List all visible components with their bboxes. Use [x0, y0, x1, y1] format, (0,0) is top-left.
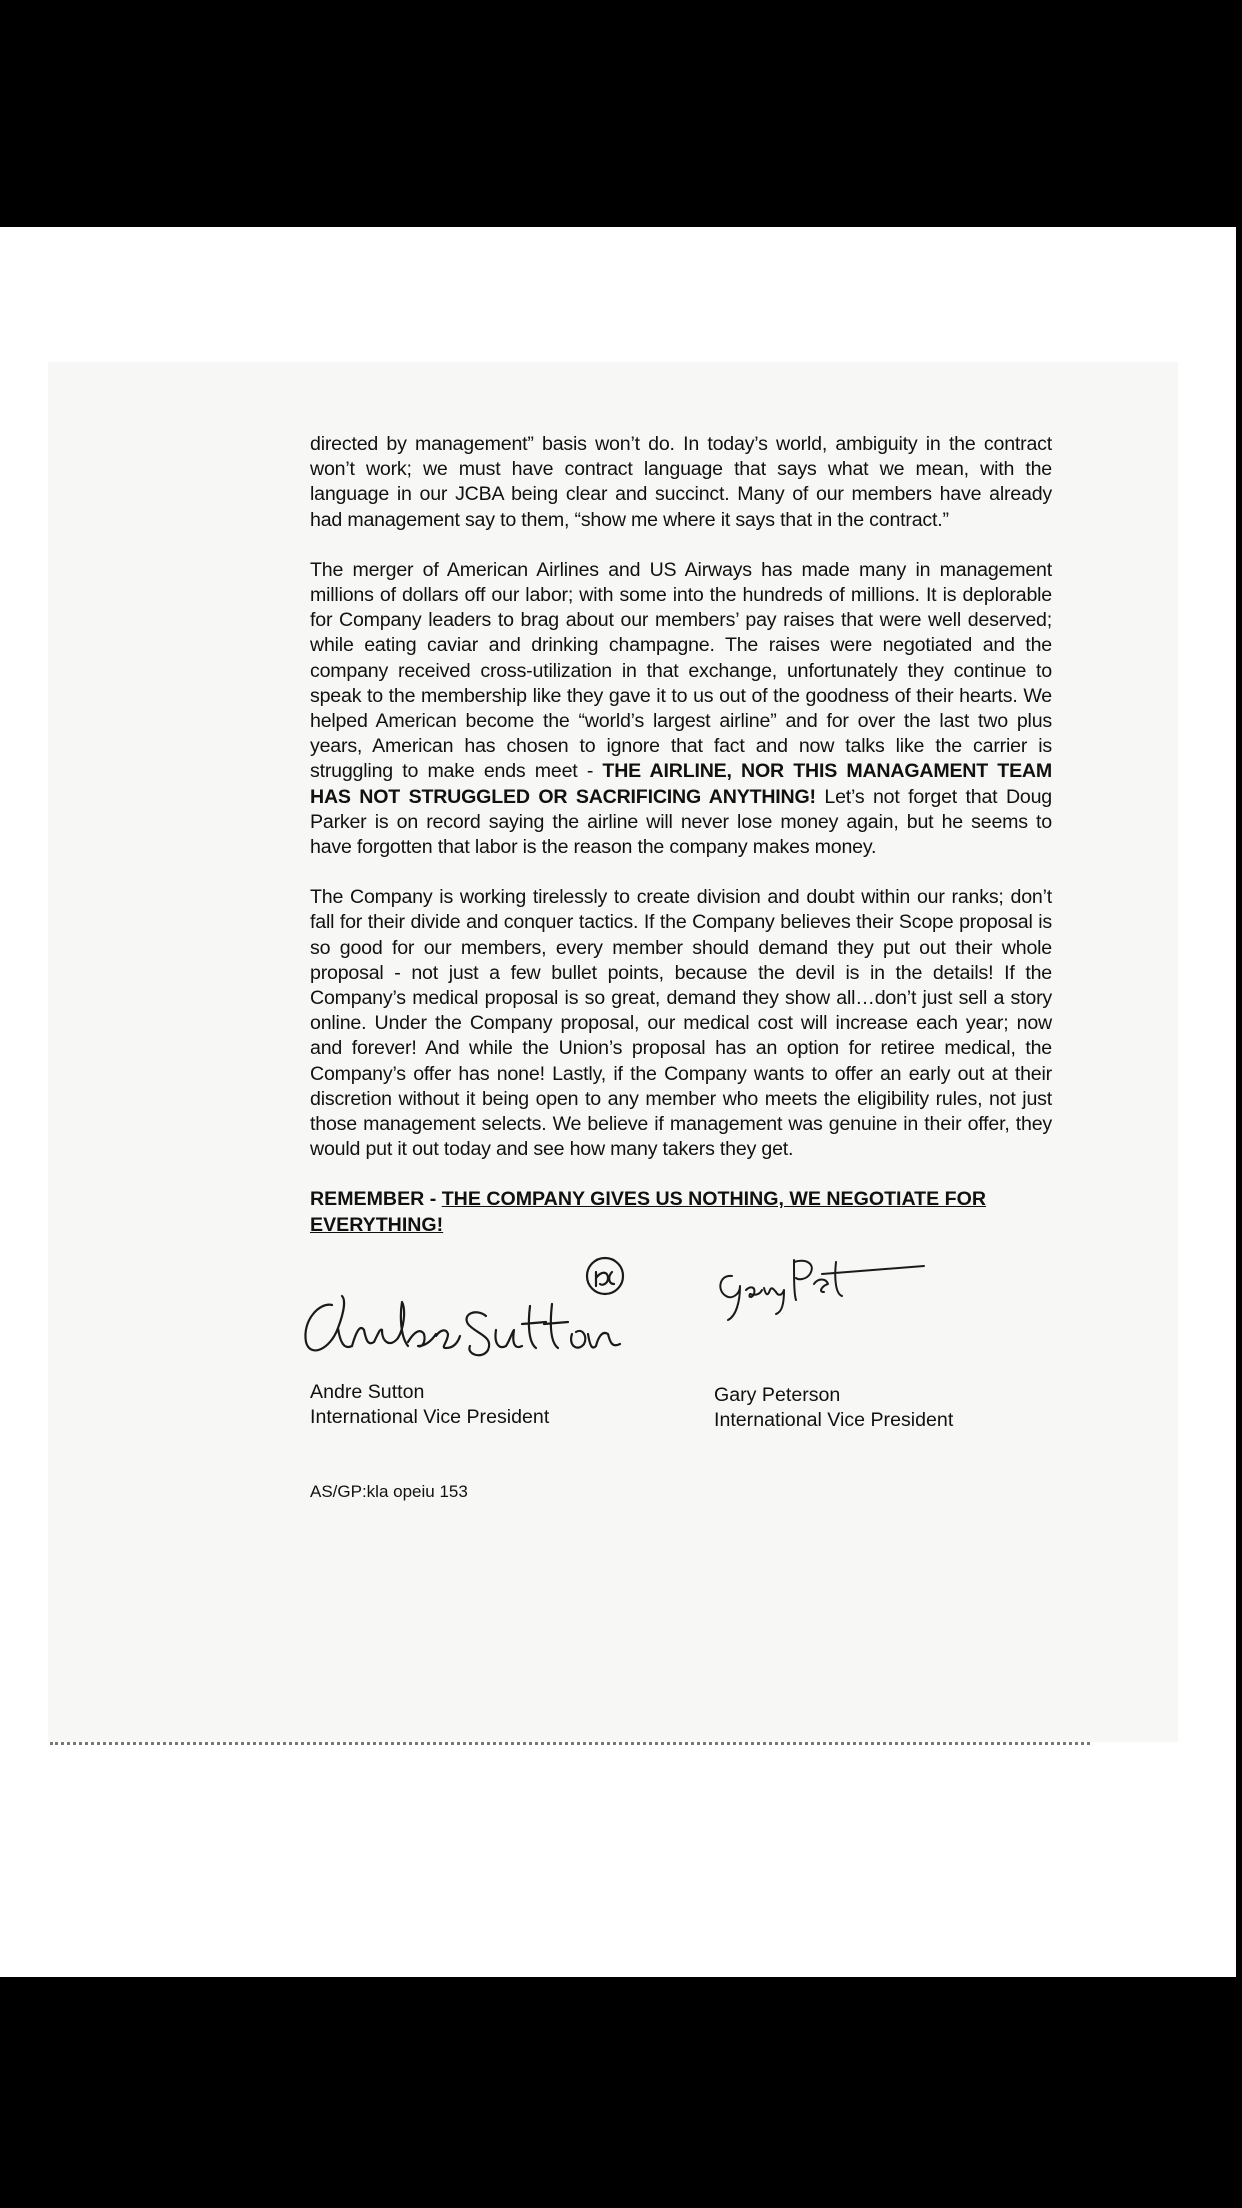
letter-page — [0, 227, 1236, 1977]
signer-gary-peterson — [714, 1383, 953, 1433]
page-edge-dotted-line — [50, 1742, 1090, 1745]
gary-peterson-signature — [710, 1250, 950, 1340]
signer-title: International Vice President — [310, 1405, 550, 1428]
paragraph-2-tail: Let’s not forget that Doug Parker is on record saying the airline will never lose money again, but he seems to have forgotten that labor is the reason the company makes money. — [310, 785, 1052, 859]
signer-title: International Vice President — [714, 1408, 954, 1431]
paragraph-2 — [310, 558, 1052, 860]
andre-sutton-signature — [290, 1250, 650, 1370]
signature-area — [310, 1250, 1052, 1380]
paragraph-3: The Company is working tirelessly to create division and doubt within our ranks; don’t fall for their divide and conquer tactics. If the Company believes their Scope proposal is so good for our members, every member should demand they put out their whole proposal - not just a few bullet points, because the devil is in the details! If the Company’s medical proposal is so great, demand they show all…don’t just sell a story online. Under the Company proposal, our medical cost will increase each year; now and forever! And while the Union’s proposal has an option for retiree medical, the Company’s offer has none! Lastly, if the Company wants to offer an early out at their discretion without it being open to any member who meets the eligibility rules, not just those management selects. We believe if management was genuine in their offer, they would put it out today and see how many takers they get. — [310, 886, 1052, 1161]
signer-andre-sutton — [310, 1380, 549, 1430]
reference-initials: AS/GP:kla opeiu 153 — [310, 1481, 468, 1501]
paragraph-1: directed by management” basis won’t do. In today’s world, ambiguity in the contract won’t work; we must have contract language that says what we mean, with the language in our JCBA being clear and succinct. Many of our members have already had management say to them, “show me where it says that in the contract.” — [310, 433, 1052, 531]
paragraph-2-bold: THE AIRLINE, NOR THIS MANAGAMENT TEAM HAS NOT STRUGGLED OR SACRIFICING ANYTHING! — [310, 760, 1053, 808]
paragraph-2-text: The merger of American Airlines and US Airways has made many in management millions of dollars off our labor; with some into the hundreds of millions. It is deplorable for Company leaders to brag about our members’ pay raises that were well deserved; while eating caviar and drinking champagne. The raises were negotiated and the company received cross-utilization in that exchange, unfortunately they continue to speak to the membership like they gave it to us out of the goodness of their hearts. We helped American become the “world’s largest airline” and for over the last two plus years, American has chosen to ignore that fact and now talks like the carrier is struggling to make ends meet - — [310, 558, 1052, 783]
signer-name: Andre Sutton — [310, 1380, 425, 1403]
signer-name: Gary Peterson — [714, 1383, 841, 1406]
remember-statement — [310, 1187, 1052, 1237]
remember-underlined: THE COMPANY GIVES US NOTHING, WE NEGOTIATE FOR EVERYTHING! — [310, 1188, 987, 1236]
remember-lead: REMEMBER - — [310, 1188, 442, 1211]
signer-block — [310, 1380, 1052, 1440]
letter-body — [310, 432, 1052, 1502]
